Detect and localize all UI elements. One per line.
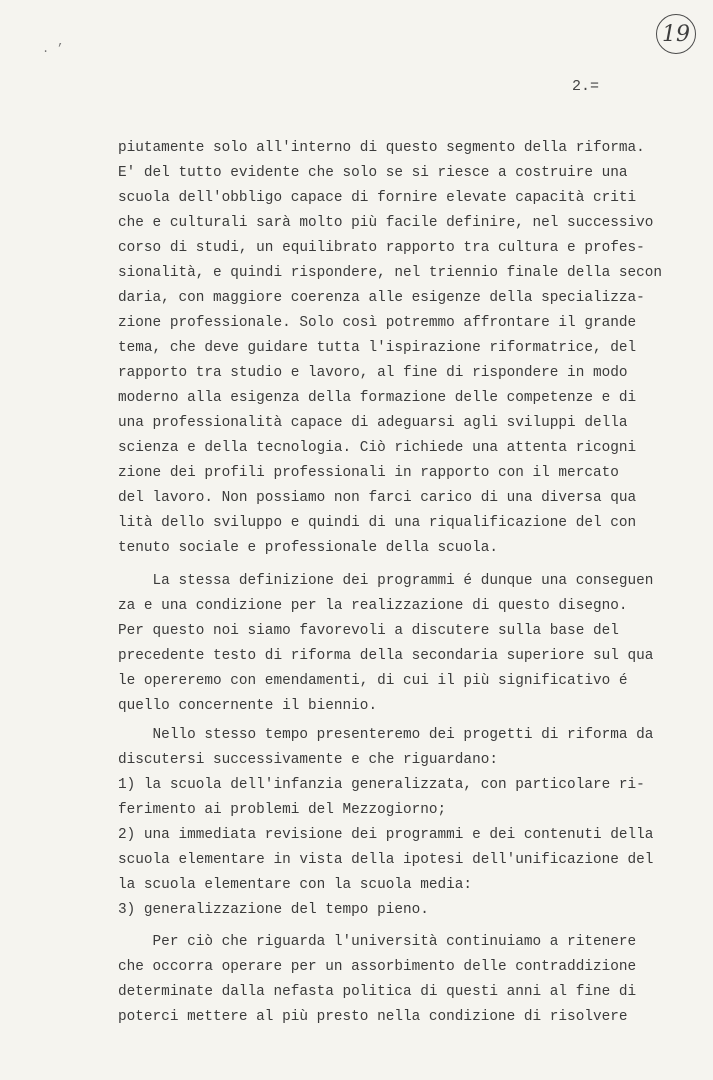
text-line: del lavoro. Non possiamo non farci carico di una diversa qua	[118, 490, 637, 506]
margin-mark: . ’	[42, 42, 64, 56]
text-line: piutamente solo all'interno di questo segmento della riforma.	[118, 140, 645, 156]
text-line: zione professionale. Solo così potremmo affrontare il grande	[118, 315, 637, 331]
text-line: discutersi successivamente e che riguardano:	[118, 752, 498, 768]
stamp-number: 19	[662, 21, 690, 47]
text-line: zione dei profili professionali in rapporto con il mercato	[118, 465, 619, 481]
text-line: sionalità, e quindi rispondere, nel triennio finale della secon	[118, 265, 663, 281]
list-item: 2) una immediata revisione dei programmi e dei contenuti della	[118, 827, 654, 843]
page-number: 2.=	[572, 78, 600, 95]
page-stamp	[656, 14, 696, 54]
text-line: scuola dell'obbligo capace di fornire elevate capacità criti	[118, 190, 637, 206]
text-line: Per ciò che riguarda l'università continuiamo a ritenere	[118, 934, 637, 950]
text-line: E' del tutto evidente che solo se si riesce a costruire una	[118, 165, 628, 181]
text-line: moderno alla esigenza della formazione delle competenze e di	[118, 390, 637, 406]
text-line: Per questo noi siamo favorevoli a discutere sulla base del	[118, 623, 619, 639]
text-line: determinate dalla nefasta politica di questi anni al fine di	[118, 984, 637, 1000]
text-line: daria, con maggiore coerenza alle esigenze della specializza-	[118, 290, 645, 306]
text-line: precedente testo di riforma della secondaria superiore sul qua	[118, 648, 654, 664]
text-line: le opereremo con emendamenti, di cui il più significativo é	[118, 673, 628, 689]
text-line: ferimento ai problemi del Mezzogiorno;	[118, 802, 447, 818]
list-item: 3) generalizzazione del tempo pieno.	[118, 902, 429, 918]
text-line: che occorra operare per un assorbimento delle contraddizione	[118, 959, 637, 975]
text-line: lità dello sviluppo e quindi di una riqualificazione del con	[118, 515, 637, 531]
text-line: che e culturali sarà molto più facile definire, nel successivo	[118, 215, 654, 231]
text-line: una professionalità capace di adeguarsi agli sviluppi della	[118, 415, 628, 431]
text-line: Nello stesso tempo presenteremo dei progetti di riforma da	[118, 727, 654, 743]
text-line: tenuto sociale e professionale della scuola.	[118, 540, 498, 556]
text-line: scuola elementare in vista della ipotesi dell'unificazione del	[118, 852, 654, 868]
text-line: scienza e della tecnologia. Ciò richiede una attenta ricogni	[118, 440, 637, 456]
text-line: corso di studi, un equilibrato rapporto tra cultura e profes-	[118, 240, 645, 256]
text-line: la scuola elementare con la scuola media:	[118, 877, 473, 893]
text-line: poterci mettere al più presto nella condizione di risolvere	[118, 1009, 628, 1025]
text-line: quello concernente il biennio.	[118, 698, 378, 714]
list-item: 1) la scuola dell'infanzia generalizzata, con particolare ri-	[118, 777, 645, 793]
text-line: La stessa definizione dei programmi é dunque una conseguen	[118, 573, 654, 589]
text-line: rapporto tra studio e lavoro, al fine di rispondere in modo	[118, 365, 628, 381]
text-line: tema, che deve guidare tutta l'ispirazione riformatrice, del	[118, 340, 637, 356]
text-line: za e una condizione per la realizzazione di questo disegno.	[118, 598, 628, 614]
